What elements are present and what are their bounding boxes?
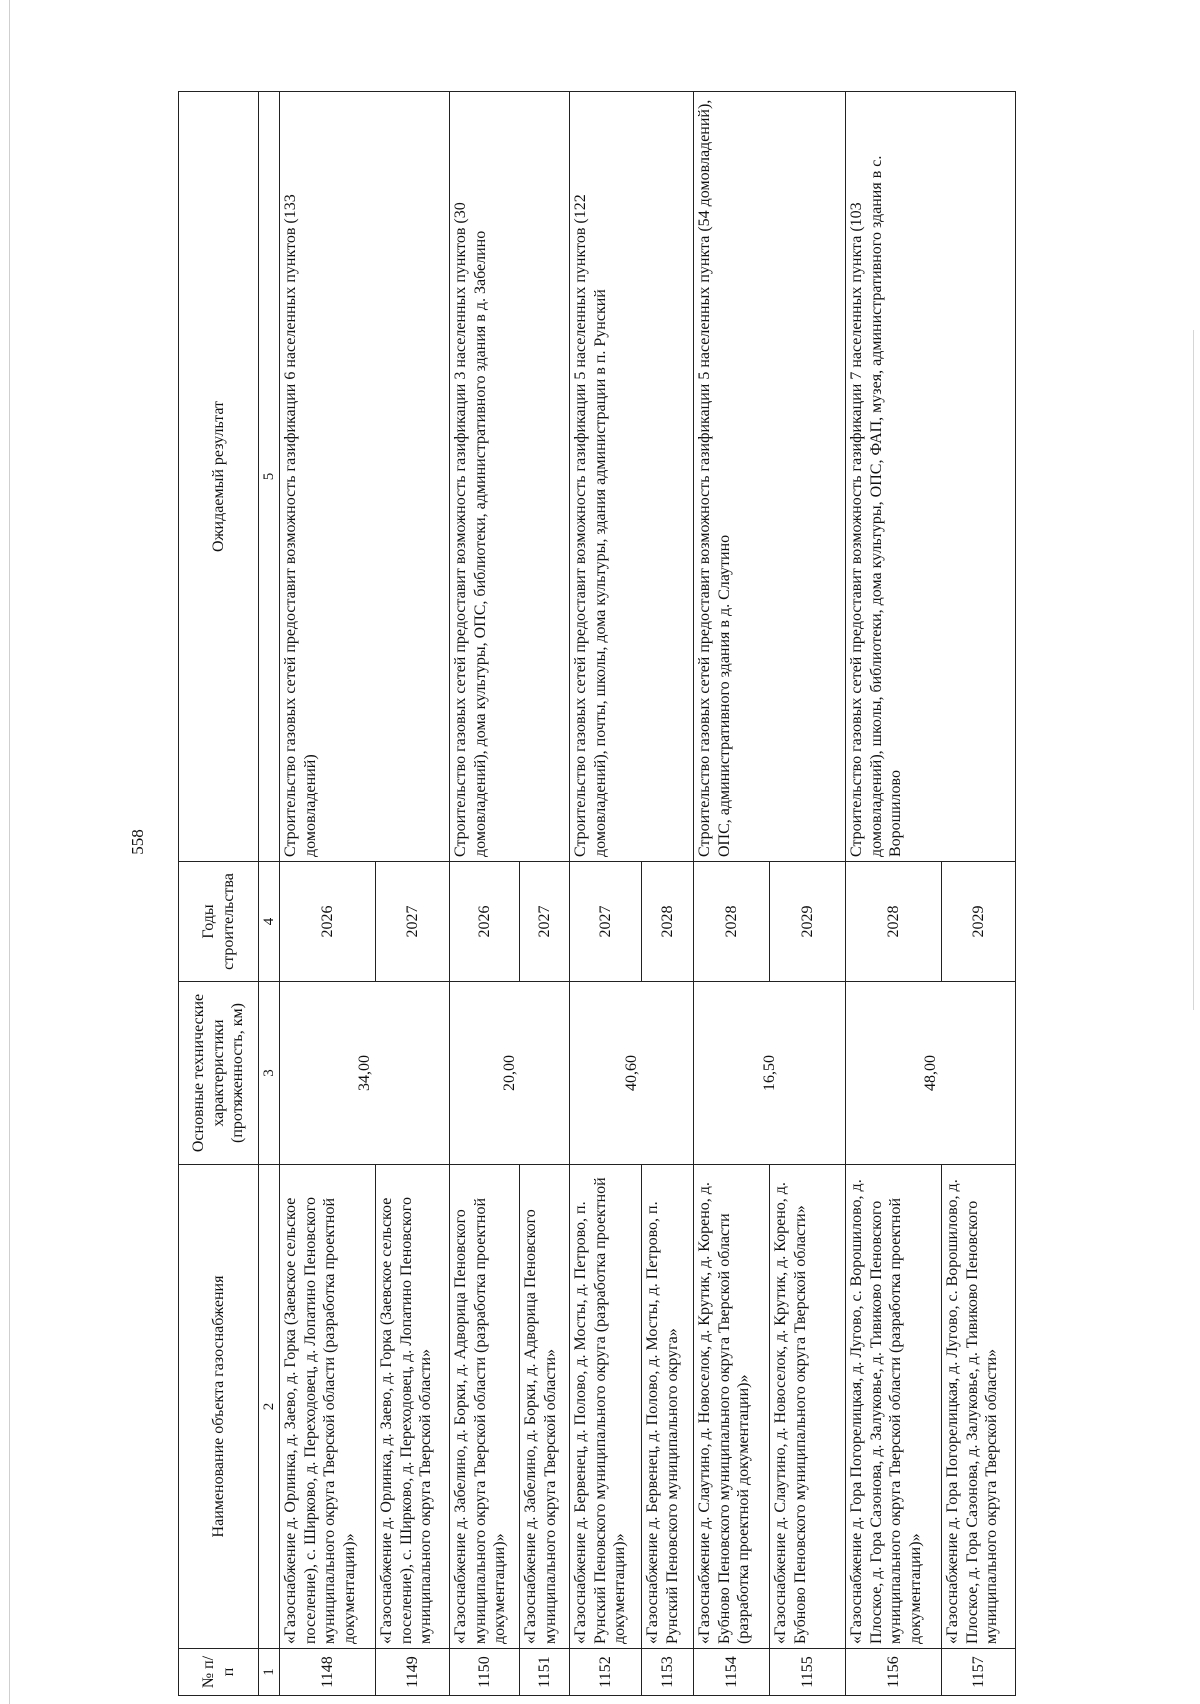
construction-year: 2029 [942,862,1016,982]
row-number: 1155 [770,1649,846,1696]
length-value: 16,50 [694,982,846,1165]
object-name: «Газоснабжение д. Забелино, д. Борки, д. Адворица Пеновского муниципального округа Тверской области» [520,1165,570,1649]
table-row [846,92,942,1696]
header-result: Ожидаемый результат [179,92,259,862]
header-object-name: Наименование объекта газоснабжения [179,1165,259,1649]
object-name: «Газоснабжение д. Слаутино, д. Новоселок, д. Крутик, д. Корено, д. Бубново Пеновского муниципального округа Тверской области (разработка проектной документации)» [694,1165,770,1649]
page-number: 558 [128,829,147,855]
rotated-table-wrapper [178,92,1103,1696]
row-number: 1154 [694,1649,770,1696]
scan-edge-line [9,0,10,1704]
row-number: 1151 [520,1649,570,1696]
row-number: 1152 [570,1649,642,1696]
table-row [450,92,520,1696]
length-value: 48,00 [846,982,1016,1165]
header-row [179,92,259,1696]
column-number: 3 [259,982,280,1165]
object-name: «Газоснабжение д. Орлинка, д. Заево, д. Горка (Заевское сельское поселение), с. Ширково, д. Переходовец, д. Лопатино Пеновского муниципального округа Тверской области (разработка проектной документации)» [280,1165,376,1649]
object-name: «Газоснабжение д. Гора Погорелицкая, д. Лугово, с. Ворошилово, д. Плоское, д. Гора Сазонова, д. Залуковье, д. Тивиково Пеновского муниципального округа Тверской области» [942,1165,1016,1649]
column-number: 1 [259,1649,280,1696]
construction-year: 2026 [280,862,376,982]
length-value: 34,00 [280,982,450,1165]
row-number: 1149 [376,1649,450,1696]
table-row [570,92,642,1696]
row-number: 1148 [280,1649,376,1696]
expected-result: Строительство газовых сетей предоставит возможность газификации 3 населенных пунктов (30 домовладений), дома культуры, ОПС, библиотеки, административного здания в д. Забелино [450,92,570,862]
table-row [694,92,770,1696]
object-name: «Газоснабжение д. Забелино, д. Борки, д. Адворица Пеновского муниципального округа Тверской области (разработка проектной документации)» [450,1165,520,1649]
gas-supply-table [178,91,1016,1696]
object-name: «Газоснабжение д. Слаутино, д. Новоселок, д. Крутик, д. Корено, д. Бубново Пеновского муниципального округа Тверской области» [770,1165,846,1649]
object-name: «Газоснабжение д. Гора Погорелицкая, д. Лугово, с. Ворошилово, д. Плоское, д. Гора Сазонова, д. Залуковье, д. Тивиково Пеновского муниципального округа Тверской области (разработка проектной документации)» [846,1165,942,1649]
expected-result: Строительство газовых сетей предоставит возможность газификации 5 населенных пунктов (122 домовладений), почты, школы, дома культуры, здания администрации в п. Рунский [570,92,694,862]
construction-year: 2027 [570,862,642,982]
scan-edge-line-right [1193,330,1194,1010]
construction-year: 2026 [450,862,520,982]
length-value: 40,60 [570,982,694,1165]
object-name: «Газоснабжение д. Орлинка, д. Заево, д. Горка (Заевское сельское поселение), с. Ширково, д. Переходовец, д. Лопатино Пеновского муниципального округа Тверской области» [376,1165,450,1649]
construction-year: 2028 [642,862,694,982]
row-number: 1153 [642,1649,694,1696]
construction-year: 2028 [846,862,942,982]
row-number: 1157 [942,1649,1016,1696]
object-name: «Газоснабжение д. Бервенец, д. Полово, д. Мосты, д. Петрово, п. Рунский Пеновского муниципального округа (разработка проектной документации)» [570,1165,642,1649]
row-number: 1156 [846,1649,942,1696]
object-name: «Газоснабжение д. Бервенец, д. Полово, д. Мосты, д. Петрово, п. Рунский Пеновского муниципального округа» [642,1165,694,1649]
column-number-row [259,92,280,1696]
column-number: 4 [259,862,280,982]
table-row [280,92,376,1696]
construction-year: 2029 [770,862,846,982]
expected-result: Строительство газовых сетей предоставит возможность газификации 6 населенных пунктов (133 домовладений) [280,92,450,862]
expected-result: Строительство газовых сетей предоставит возможность газификации 7 населенных пункта (103 домовладений), школы, библиотеки, дома культуры, ОПС, ФАП, музея, административного здания в с. Ворошилово [846,92,1016,862]
header-number: № п/п [179,1649,259,1696]
row-number: 1150 [450,1649,520,1696]
column-number: 2 [259,1165,280,1649]
column-number: 5 [259,92,280,862]
length-value: 20,00 [450,982,570,1165]
expected-result: Строительство газовых сетей предоставит возможность газификации 5 населенных пункта (54 домовладений), ОПС, административного здания в д. Слаутино [694,92,846,862]
construction-year: 2027 [520,862,570,982]
header-length: Основные технические характеристики (протяженность, км) [179,982,259,1165]
construction-year: 2027 [376,862,450,982]
construction-year: 2028 [694,862,770,982]
header-years: Годы строительства [179,862,259,982]
